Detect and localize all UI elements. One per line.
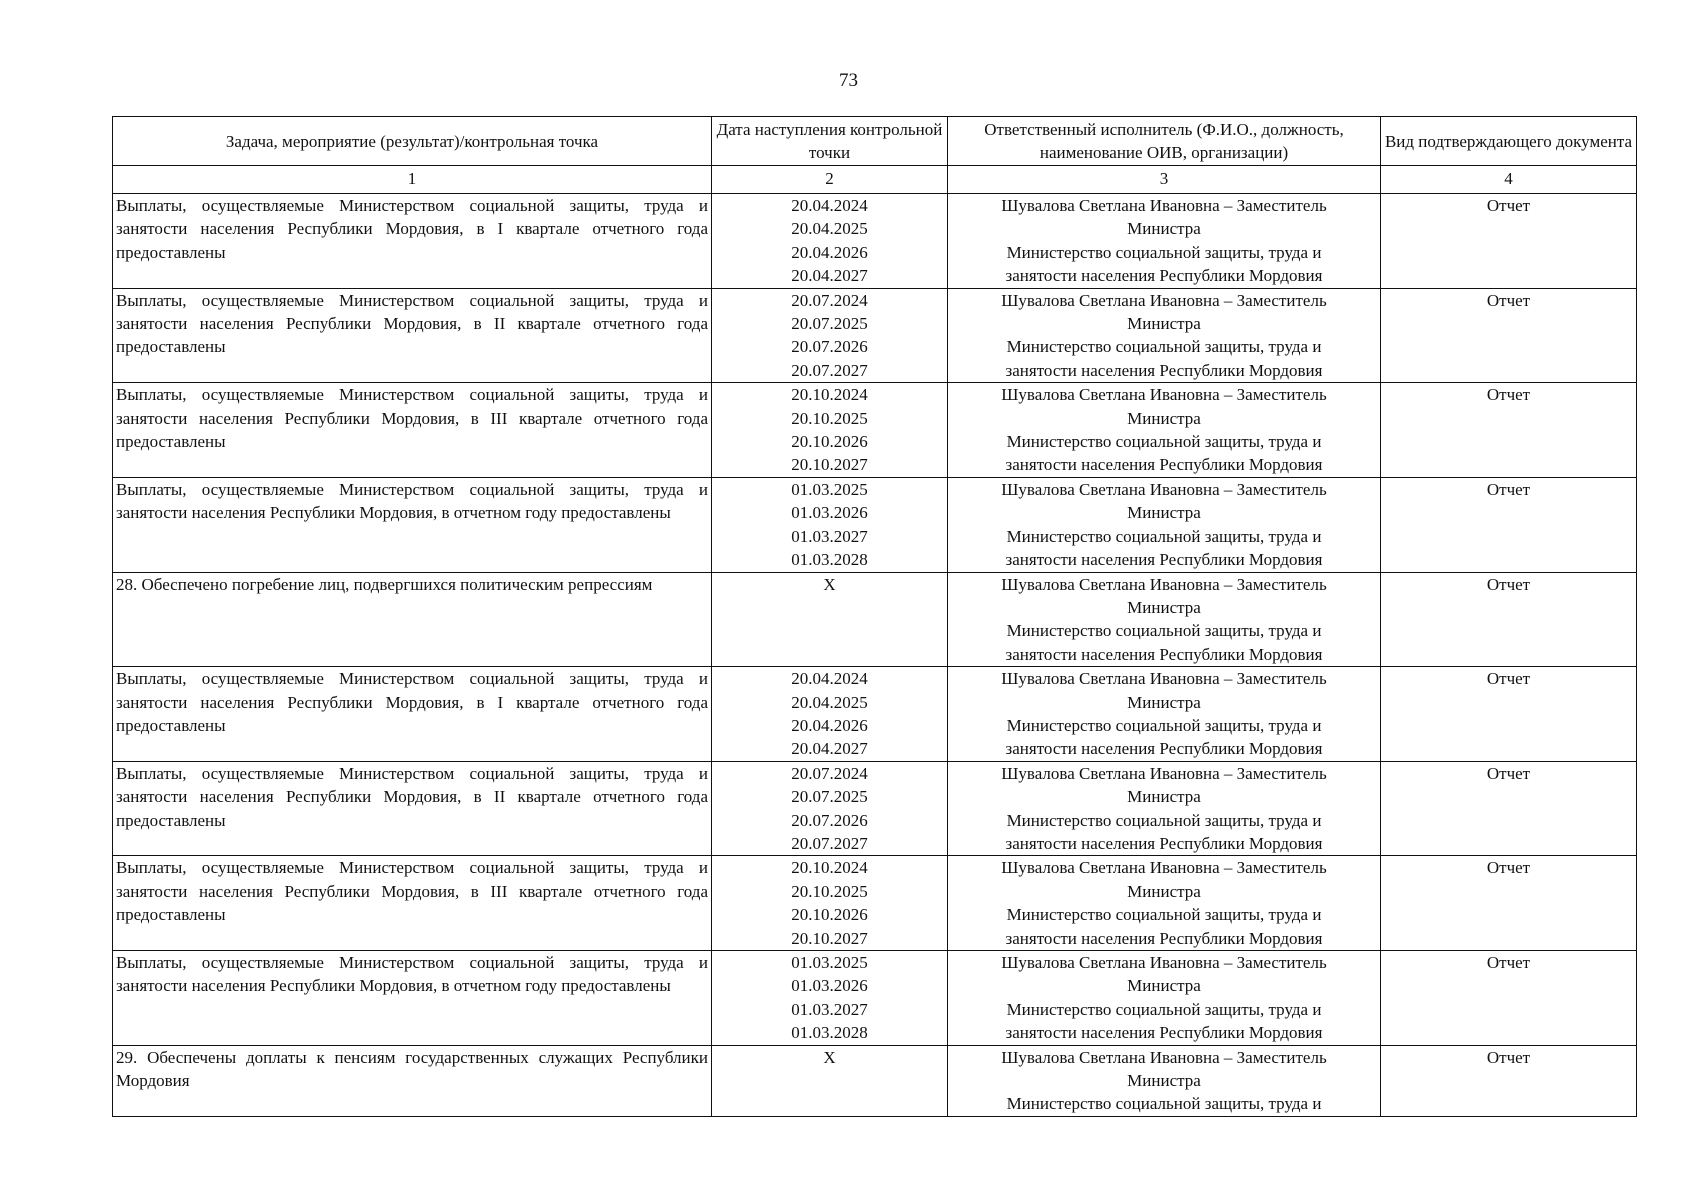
- document-cell: [1381, 572, 1637, 667]
- table-row: [113, 1045, 1637, 1116]
- responsible-cell: [948, 194, 1381, 289]
- control-date: 01.03.2025: [791, 953, 868, 972]
- responsible-line: Министерство социальной защиты, труда и: [1006, 905, 1322, 925]
- document-type: Отчет: [1486, 669, 1531, 689]
- document-type: Отчет: [1486, 763, 1531, 783]
- date-cell: [712, 856, 948, 951]
- header-responsible: Ответственный исполнитель (Ф.И.О., должность, наименование ОИВ, организации): [948, 117, 1381, 166]
- document-type: Отчет: [1486, 385, 1531, 405]
- task-cell: [113, 1045, 712, 1116]
- control-date: 20.04.2027: [791, 266, 868, 286]
- responsible-cell: [948, 856, 1381, 951]
- control-date: 01.03.2026: [791, 976, 868, 996]
- control-date: 20.10.2027: [791, 455, 868, 475]
- control-date: 20.07.2024: [791, 290, 868, 310]
- control-date: 20.04.2025: [791, 219, 868, 239]
- date-cell: [712, 288, 948, 383]
- control-date: 20.04.2026: [791, 715, 868, 735]
- control-date: X: [823, 574, 836, 594]
- responsible-line: Министра: [1127, 1071, 1201, 1091]
- document-type: Отчет: [1486, 953, 1531, 972]
- responsible-line: Шувалова Светлана Ивановна – Заместитель: [1001, 1047, 1327, 1067]
- control-date: 20.07.2025: [791, 787, 868, 807]
- task-text: Выплаты, осуществляемые Министерством социальной защиты, труда и занятости населения Республики Мордовия, в III квартале отчетного года предоставлены: [116, 858, 708, 925]
- responsible-cell: [948, 1045, 1381, 1116]
- responsible-line: Министерство социальной защиты, труда и: [1006, 715, 1322, 735]
- responsible-line: Шувалова Светлана Ивановна – Заместитель: [1001, 763, 1327, 783]
- responsible-line: Министерство социальной защиты, труда и: [1006, 432, 1322, 452]
- task-cell: [113, 383, 712, 478]
- table-row: [113, 667, 1637, 762]
- document-type: Отчет: [1486, 574, 1531, 594]
- document-type: Отчет: [1486, 858, 1531, 878]
- task-cell: [113, 951, 712, 1046]
- responsible-line: Министра: [1127, 692, 1201, 712]
- header-task: Задача, мероприятие (результат)/контрольная точка: [113, 117, 712, 166]
- document-cell: [1381, 667, 1637, 762]
- responsible-cell: [948, 477, 1381, 572]
- responsible-line: занятости населения Республики Мордовия: [1005, 833, 1323, 853]
- table-row: [113, 194, 1637, 289]
- task-text: 28. Обеспечено погребение лиц, подвергшихся политическим репрессиям: [116, 574, 653, 594]
- task-cell: [113, 856, 712, 951]
- responsible-cell: [948, 572, 1381, 667]
- date-cell: [712, 477, 948, 572]
- document-cell: [1381, 951, 1637, 1046]
- responsible-line: Министерство социальной защиты, труда и: [1006, 810, 1322, 830]
- task-text: Выплаты, осуществляемые Министерством социальной защиты, труда и занятости населения Республики Мордовия, в отчетном году предоставлены: [116, 953, 708, 996]
- responsible-line: Министра: [1127, 597, 1201, 617]
- responsible-line: Министерство социальной защиты, труда и: [1006, 526, 1322, 546]
- control-date: 01.03.2028: [791, 1023, 868, 1043]
- responsible-cell: [948, 288, 1381, 383]
- control-date: 01.03.2027: [791, 526, 868, 546]
- task-cell: [113, 761, 712, 856]
- table-header: [113, 117, 1637, 194]
- task-text: Выплаты, осуществляемые Министерством социальной защиты, труда и занятости населения Республики Мордовия, в II квартале отчетного года предоставлены: [116, 763, 708, 830]
- control-date: 20.04.2025: [791, 692, 868, 712]
- document-cell: [1381, 194, 1637, 289]
- date-cell: [712, 572, 948, 667]
- control-date: 20.07.2027: [791, 360, 868, 380]
- control-date: 20.10.2025: [791, 881, 868, 901]
- table-row: [113, 856, 1637, 951]
- task-text: Выплаты, осуществляемые Министерством социальной защиты, труда и занятости населения Республики Мордовия, в отчетном году предоставлены: [116, 479, 708, 523]
- responsible-line: Министерство социальной защиты, труда и: [1006, 242, 1322, 262]
- responsible-line: Шувалова Светлана Ивановна – Заместитель: [1001, 574, 1327, 594]
- responsible-line: Шувалова Светлана Ивановна – Заместитель: [1001, 290, 1327, 310]
- responsible-line: Министра: [1127, 881, 1201, 901]
- responsible-line: Министра: [1127, 976, 1201, 996]
- task-text: Выплаты, осуществляемые Министерством социальной защиты, труда и занятости населения Республики Мордовия, в III квартале отчетного года предоставлены: [116, 385, 708, 452]
- date-cell: [712, 761, 948, 856]
- table-row: [113, 951, 1637, 1046]
- date-cell: [712, 667, 948, 762]
- responsible-line: Министра: [1127, 787, 1201, 807]
- date-cell: [712, 383, 948, 478]
- control-date: 20.04.2024: [791, 669, 868, 689]
- date-cell: [712, 1045, 948, 1116]
- responsible-line: Шувалова Светлана Ивановна – Заместитель: [1001, 858, 1327, 878]
- responsible-line: Министра: [1127, 219, 1201, 239]
- date-cell: [712, 951, 948, 1046]
- table-row: [113, 383, 1637, 478]
- task-cell: [113, 194, 712, 289]
- responsible-line: занятости населения Республики Мордовия: [1005, 550, 1323, 570]
- task-text: 29. Обеспечены доплаты к пенсиям государственных служащих Республики Мордовия: [116, 1047, 708, 1091]
- responsible-line: Министерство социальной защиты, труда и: [1006, 1094, 1322, 1114]
- responsible-line: занятости населения Республики Мордовия: [1005, 360, 1323, 380]
- responsible-cell: [948, 951, 1381, 1046]
- column-number: 3: [948, 166, 1381, 194]
- control-date: 20.04.2027: [791, 739, 868, 759]
- task-cell: [113, 572, 712, 667]
- control-date: 01.03.2028: [791, 550, 868, 570]
- responsible-cell: [948, 667, 1381, 762]
- responsible-line: Шувалова Светлана Ивановна – Заместитель: [1001, 385, 1327, 405]
- document-type: Отчет: [1486, 1047, 1531, 1067]
- control-date: 20.07.2026: [791, 337, 868, 357]
- task-cell: [113, 477, 712, 572]
- table-row: [113, 288, 1637, 383]
- header-date: Дата наступления контрольной точки: [712, 117, 948, 166]
- responsible-line: Министерство социальной защиты, труда и: [1006, 621, 1322, 641]
- document-cell: [1381, 1045, 1637, 1116]
- control-date: 01.03.2027: [791, 999, 868, 1019]
- responsible-line: Министерство социальной защиты, труда и: [1006, 999, 1322, 1019]
- responsible-line: занятости населения Республики Мордовия: [1005, 1023, 1323, 1043]
- responsible-line: занятости населения Республики Мордовия: [1005, 928, 1323, 948]
- column-number: 4: [1381, 166, 1637, 194]
- column-number-row: [113, 166, 1637, 194]
- control-date: 01.03.2026: [791, 503, 868, 523]
- control-date: 20.10.2026: [791, 905, 868, 925]
- control-date: 20.10.2024: [791, 858, 868, 878]
- responsible-cell: [948, 383, 1381, 478]
- responsible-line: Шувалова Светлана Ивановна – Заместитель: [1001, 479, 1327, 499]
- document-type: Отчет: [1486, 196, 1531, 215]
- page-number: 73: [839, 70, 858, 91]
- document-type: Отчет: [1486, 290, 1531, 310]
- task-text: Выплаты, осуществляемые Министерством социальной защиты, труда и занятости населения Республики Мордовия, в I квартале отчетного года предоставлены: [116, 196, 708, 262]
- responsible-line: Министерство социальной защиты, труда и: [1006, 337, 1322, 357]
- document-cell: [1381, 856, 1637, 951]
- document-cell: [1381, 761, 1637, 856]
- column-number: 1: [113, 166, 712, 194]
- table-row: [113, 572, 1637, 667]
- document-cell: [1381, 383, 1637, 478]
- column-number: 2: [712, 166, 948, 194]
- responsible-line: Министра: [1127, 408, 1201, 428]
- control-date: 01.03.2025: [791, 479, 868, 499]
- task-text: Выплаты, осуществляемые Министерством социальной защиты, труда и занятости населения Республики Мордовия, в I квартале отчетного года предоставлены: [116, 669, 708, 735]
- control-date: 20.07.2025: [791, 314, 868, 334]
- responsible-line: Шувалова Светлана Ивановна – Заместитель: [1001, 196, 1327, 215]
- responsible-line: занятости населения Республики Мордовия: [1005, 644, 1323, 664]
- control-date: 20.10.2026: [791, 432, 868, 452]
- header-document: Вид подтверждающего документа: [1381, 117, 1637, 166]
- control-date: 20.04.2024: [791, 196, 868, 215]
- responsible-cell: [948, 761, 1381, 856]
- task-cell: [113, 667, 712, 762]
- control-date: 20.10.2027: [791, 928, 868, 948]
- control-date: X: [823, 1047, 836, 1067]
- control-date: 20.10.2025: [791, 408, 868, 428]
- document-type: Отчет: [1486, 479, 1531, 499]
- responsible-line: Шувалова Светлана Ивановна – Заместитель: [1001, 953, 1327, 972]
- table-body: [113, 194, 1637, 1117]
- control-date: 20.04.2026: [791, 242, 868, 262]
- control-date: 20.07.2027: [791, 833, 868, 853]
- task-text: Выплаты, осуществляемые Министерством социальной защиты, труда и занятости населения Республики Мордовия, в II квартале отчетного года предоставлены: [116, 290, 708, 357]
- table-row: [113, 761, 1637, 856]
- task-cell: [113, 288, 712, 383]
- table-row: [113, 477, 1637, 572]
- control-date: 20.10.2024: [791, 385, 868, 405]
- document-cell: [1381, 477, 1637, 572]
- date-cell: [712, 194, 948, 289]
- responsible-line: Шувалова Светлана Ивановна – Заместитель: [1001, 669, 1327, 689]
- control-points-table: [112, 116, 1637, 1117]
- document-cell: [1381, 288, 1637, 383]
- responsible-line: Министра: [1127, 314, 1201, 334]
- responsible-line: занятости населения Республики Мордовия: [1005, 266, 1323, 286]
- control-date: 20.07.2026: [791, 810, 868, 830]
- responsible-line: Министра: [1127, 503, 1201, 523]
- responsible-line: занятости населения Республики Мордовия: [1005, 739, 1323, 759]
- responsible-line: занятости населения Республики Мордовия: [1005, 455, 1323, 475]
- control-date: 20.07.2024: [791, 763, 868, 783]
